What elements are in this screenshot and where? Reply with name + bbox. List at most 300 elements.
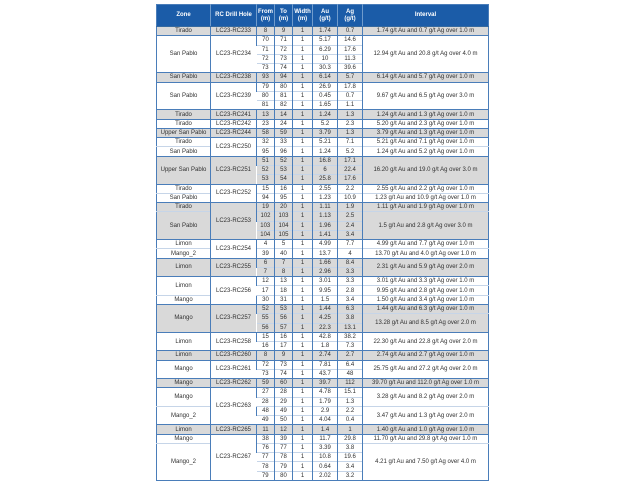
interval-cell: 12.94 g/t Au and 20.8 g/t Ag over 4.0 m	[363, 36, 489, 73]
column-header-width: Width (m)	[293, 5, 313, 27]
column-header-zone: Zone	[157, 5, 211, 27]
ag-cell: 17.1	[338, 156, 363, 165]
from-cell: 56	[257, 323, 275, 332]
zone-cell: Mango	[157, 295, 211, 304]
width-cell: 1	[293, 267, 313, 276]
column-header-from: From (m)	[257, 5, 275, 27]
au-cell: 1.24	[313, 147, 338, 156]
interval-cell: 13.70 g/t Au and 4.0 g/t Ag over 1.0 m	[363, 249, 489, 258]
column-header-hole: RC Drill Hole	[211, 5, 257, 27]
ag-cell: 17.6	[338, 45, 363, 54]
from-cell: 48	[257, 406, 275, 415]
column-header-to: To (m)	[275, 5, 293, 27]
interval-cell: 1.24 g/t Au and 5.2 g/t Ag over 1.0 m	[363, 147, 489, 156]
drill-results-table	[156, 4, 490, 481]
width-cell: 1	[293, 230, 313, 239]
au-cell: 1.13	[313, 212, 338, 221]
to-cell: 104	[275, 221, 293, 230]
interval-cell: 2.31 g/t Au and 5.9 g/t Ag over 2.0 m	[363, 258, 489, 277]
au-cell: 1.11	[313, 203, 338, 212]
au-cell: 6.29	[313, 45, 338, 54]
ag-cell: 2.8	[338, 286, 363, 295]
to-cell: 80	[275, 82, 293, 91]
zone-cell: Limon	[157, 240, 211, 249]
from-cell: 39	[257, 249, 275, 258]
drill-hole-cell: LC23-RC251	[211, 156, 257, 184]
to-cell: 54	[275, 175, 293, 184]
drill-hole-cell: LC23-RC260	[211, 351, 257, 360]
from-cell: 104	[257, 230, 275, 239]
from-cell: 6	[257, 258, 275, 267]
au-cell: 1.74	[313, 27, 338, 36]
to-cell: 14	[275, 110, 293, 119]
au-cell: 42.8	[313, 332, 338, 341]
ag-cell: 38.2	[338, 332, 363, 341]
interval-cell: 6.14 g/t Au and 5.7 g/t Ag over 1.0 m	[363, 73, 489, 82]
column-header-unit: (m)	[278, 15, 289, 22]
from-cell: 76	[257, 443, 275, 452]
width-cell: 1	[293, 156, 313, 165]
table-row	[157, 425, 489, 434]
interval-cell: 3.28 g/t Au and 8.2 g/t Ag over 2.0 m	[363, 388, 489, 407]
from-cell: 58	[257, 128, 275, 137]
zone-cell: Tirado	[157, 27, 211, 36]
to-cell: 74	[275, 369, 293, 378]
width-cell: 1	[293, 369, 313, 378]
column-header-interval: Interval	[363, 5, 489, 27]
ag-cell: 1.9	[338, 203, 363, 212]
to-cell: 59	[275, 128, 293, 137]
to-cell: 82	[275, 101, 293, 110]
interval-cell: 1.40 g/t Au and 1.0 g/t Ag over 1.0 m	[363, 425, 489, 434]
zone-cell: Mango	[157, 379, 211, 388]
au-cell: 11.7	[313, 434, 338, 443]
width-cell: 1	[293, 258, 313, 267]
to-cell: 57	[275, 323, 293, 332]
to-cell: 16	[275, 184, 293, 193]
width-cell: 1	[293, 184, 313, 193]
table-row	[157, 249, 489, 258]
table-row	[157, 184, 489, 193]
au-cell: 1.96	[313, 221, 338, 230]
au-cell: 1.5	[313, 295, 338, 304]
ag-cell: 3.3	[338, 277, 363, 286]
from-cell: 80	[257, 91, 275, 100]
au-cell: 43.7	[313, 369, 338, 378]
from-cell: 8	[257, 351, 275, 360]
zone-cell: Mango	[157, 360, 211, 379]
ag-cell: 3.4	[338, 295, 363, 304]
table-row	[157, 434, 489, 443]
table-row	[157, 240, 489, 249]
from-cell: 79	[257, 471, 275, 480]
interval-cell: 4.21 g/t Au and 7.50 g/t Ag over 4.0 m	[363, 443, 489, 480]
from-cell: 19	[257, 203, 275, 212]
from-cell: 30	[257, 295, 275, 304]
ag-cell: 2.2	[338, 184, 363, 193]
to-cell: 33	[275, 138, 293, 147]
from-cell: 13	[257, 110, 275, 119]
drill-hole-cell: LC23-RC250	[211, 138, 257, 157]
ag-cell: 3.2	[338, 471, 363, 480]
au-cell: 39.7	[313, 379, 338, 388]
ag-cell: 7.7	[338, 240, 363, 249]
from-cell: 4	[257, 240, 275, 249]
interval-cell: 39.70 g/t Au and 112.0 g/t Ag over 1.0 m	[363, 379, 489, 388]
au-cell: 7.81	[313, 360, 338, 369]
interval-cell: 1.24 g/t Au and 1.3 g/t Ag over 1.0 m	[363, 110, 489, 119]
width-cell: 1	[293, 295, 313, 304]
drill-hole-cell: LC23-RC252	[211, 184, 257, 203]
zone-cell: Mango_2	[157, 443, 211, 480]
drill-results-grid	[156, 4, 489, 481]
from-cell: 15	[257, 332, 275, 341]
table-row	[157, 110, 489, 119]
to-cell: 12	[275, 425, 293, 434]
table-row	[157, 212, 489, 221]
width-cell: 1	[293, 453, 313, 462]
au-cell: 1.66	[313, 258, 338, 267]
from-cell: 52	[257, 304, 275, 313]
from-cell: 11	[257, 425, 275, 434]
from-cell: 78	[257, 462, 275, 471]
to-cell: 18	[275, 286, 293, 295]
to-cell: 56	[275, 314, 293, 323]
to-cell: 24	[275, 119, 293, 128]
ag-cell: 1.3	[338, 110, 363, 119]
width-cell: 1	[293, 45, 313, 54]
width-cell: 1	[293, 304, 313, 313]
drill-hole-cell: LC23-RC238	[211, 73, 257, 82]
zone-cell: San Pablo	[157, 212, 211, 240]
au-cell: 30.3	[313, 64, 338, 73]
from-cell: 7	[257, 267, 275, 276]
from-cell: 79	[257, 82, 275, 91]
ag-cell: 17.6	[338, 175, 363, 184]
width-cell: 1	[293, 64, 313, 73]
zone-cell: Mango	[157, 434, 211, 443]
table-row	[157, 138, 489, 147]
interval-cell: 3.47 g/t Au and 1.3 g/t Ag over 2.0 m	[363, 406, 489, 425]
width-cell: 1	[293, 314, 313, 323]
width-cell: 1	[293, 471, 313, 480]
ag-cell: 7.3	[338, 342, 363, 351]
drill-hole-cell: LC23-RC239	[211, 82, 257, 110]
to-cell: 74	[275, 64, 293, 73]
width-cell: 1	[293, 138, 313, 147]
to-cell: 53	[275, 165, 293, 174]
ag-cell: 2.5	[338, 212, 363, 221]
ag-cell: 1	[338, 425, 363, 434]
au-cell: 6.14	[313, 73, 338, 82]
ag-cell: 48	[338, 369, 363, 378]
width-cell: 1	[293, 110, 313, 119]
column-header-au: Au (g/t)	[313, 5, 338, 27]
au-cell: 4.78	[313, 388, 338, 397]
drill-hole-cell: LC23-RC263	[211, 388, 257, 425]
to-cell: 103	[275, 212, 293, 221]
width-cell: 1	[293, 416, 313, 425]
ag-cell: 3.3	[338, 267, 363, 276]
to-cell: 105	[275, 230, 293, 239]
interval-cell: 2.55 g/t Au and 2.2 g/t Ag over 1.0 m	[363, 184, 489, 193]
ag-cell: 0.7	[338, 27, 363, 36]
ag-cell: 13.1	[338, 323, 363, 332]
ag-cell: 10.9	[338, 193, 363, 202]
from-cell: 72	[257, 54, 275, 63]
au-cell: 3.39	[313, 443, 338, 452]
column-header-unit: (g/t)	[344, 15, 356, 22]
table-row	[157, 73, 489, 82]
to-cell: 73	[275, 360, 293, 369]
width-cell: 1	[293, 342, 313, 351]
zone-cell: Upper San Pablo	[157, 156, 211, 184]
to-cell: 17	[275, 342, 293, 351]
to-cell: 71	[275, 36, 293, 45]
width-cell: 1	[293, 425, 313, 434]
from-cell: 32	[257, 138, 275, 147]
interval-cell: 3.01 g/t Au and 3.3 g/t Ag over 1.0 m	[363, 277, 489, 286]
width-cell: 1	[293, 249, 313, 258]
table-row	[157, 82, 489, 91]
au-cell: 4.25	[313, 314, 338, 323]
table-row	[157, 128, 489, 137]
to-cell: 5	[275, 240, 293, 249]
interval-cell: 2.74 g/t Au and 2.7 g/t Ag over 1.0 m	[363, 351, 489, 360]
ag-cell: 5.2	[338, 147, 363, 156]
zone-cell: Tirado	[157, 110, 211, 119]
ag-cell: 15.1	[338, 388, 363, 397]
to-cell: 7	[275, 258, 293, 267]
interval-cell: 1.23 g/t Au and 10.9 g/t Ag over 1.0 m	[363, 193, 489, 202]
ag-cell: 3.8	[338, 314, 363, 323]
width-cell: 1	[293, 332, 313, 341]
drill-hole-cell: LC23-RC258	[211, 332, 257, 351]
au-cell: 0.64	[313, 462, 338, 471]
from-cell: 81	[257, 101, 275, 110]
ag-cell: 6.4	[338, 360, 363, 369]
width-cell: 1	[293, 119, 313, 128]
width-cell: 1	[293, 351, 313, 360]
column-header-unit: (g/t)	[319, 15, 331, 22]
interval-cell: 1.5 g/t Au and 2.8 g/t Ag over 3.0 m	[363, 212, 489, 240]
ag-cell: 1.1	[338, 101, 363, 110]
column-header-unit: (m)	[297, 15, 308, 22]
ag-cell: 8.4	[338, 258, 363, 267]
ag-cell: 5.7	[338, 73, 363, 82]
au-cell: 1.23	[313, 193, 338, 202]
to-cell: 53	[275, 304, 293, 313]
ag-cell: 29.8	[338, 434, 363, 443]
to-cell: 73	[275, 54, 293, 63]
ag-cell: 1.3	[338, 128, 363, 137]
from-cell: 71	[257, 45, 275, 54]
drill-hole-cell: LC23-RC267	[211, 434, 257, 480]
to-cell: 52	[275, 156, 293, 165]
width-cell: 1	[293, 212, 313, 221]
ag-cell: 14.6	[338, 36, 363, 45]
zone-cell: Limon	[157, 425, 211, 434]
from-cell: 95	[257, 147, 275, 156]
interval-cell: 1.74 g/t Au and 0.7 g/t Ag over 1.0 m	[363, 27, 489, 36]
table-header	[157, 5, 489, 27]
column-header-unit: (m)	[260, 15, 271, 22]
table-row	[157, 193, 489, 202]
au-cell: 0.45	[313, 91, 338, 100]
width-cell: 1	[293, 323, 313, 332]
au-cell: 1.44	[313, 304, 338, 313]
interval-cell: 5.21 g/t Au and 7.1 g/t Ag over 1.0 m	[363, 138, 489, 147]
ag-cell: 6.3	[338, 304, 363, 313]
width-cell: 1	[293, 240, 313, 249]
width-cell: 1	[293, 360, 313, 369]
drill-hole-cell: LC23-RC261	[211, 360, 257, 379]
to-cell: 60	[275, 379, 293, 388]
interval-cell: 1.50 g/t Au and 3.4 g/t Ag over 1.0 m	[363, 295, 489, 304]
width-cell: 1	[293, 406, 313, 415]
table-row	[157, 119, 489, 128]
au-cell: 2.02	[313, 471, 338, 480]
au-cell: 4.04	[313, 416, 338, 425]
width-cell: 1	[293, 443, 313, 452]
au-cell: 5.2	[313, 119, 338, 128]
zone-cell: Mango_2	[157, 249, 211, 258]
to-cell: 13	[275, 277, 293, 286]
width-cell: 1	[293, 221, 313, 230]
au-cell: 2.96	[313, 267, 338, 276]
table-row	[157, 295, 489, 304]
from-cell: 51	[257, 156, 275, 165]
to-cell: 72	[275, 45, 293, 54]
from-cell: 52	[257, 165, 275, 174]
au-cell: 5.21	[313, 138, 338, 147]
interval-cell: 25.75 g/t Au and 27.2 g/t Ag over 2.0 m	[363, 360, 489, 379]
to-cell: 20	[275, 203, 293, 212]
zone-cell: San Pablo	[157, 73, 211, 82]
from-cell: 28	[257, 397, 275, 406]
from-cell: 8	[257, 27, 275, 36]
au-cell: 2.9	[313, 406, 338, 415]
drill-hole-cell: LC23-RC255	[211, 258, 257, 277]
from-cell: 55	[257, 314, 275, 323]
interval-cell: 4.99 g/t Au and 7.7 g/t Ag over 1.0 m	[363, 240, 489, 249]
zone-cell: Limon	[157, 332, 211, 351]
drill-hole-cell: LC23-RC234	[211, 36, 257, 73]
zone-cell: Mango	[157, 304, 211, 332]
zone-cell: Tirado	[157, 184, 211, 193]
ag-cell: 2.3	[338, 119, 363, 128]
column-header-ag: Ag (g/t)	[338, 5, 363, 27]
au-cell: 1.41	[313, 230, 338, 239]
zone-cell: Limon	[157, 351, 211, 360]
au-cell: 5.17	[313, 36, 338, 45]
from-cell: 72	[257, 360, 275, 369]
table-body	[157, 27, 489, 481]
interval-cell: 5.20 g/t Au and 2.3 g/t Ag over 1.0 m	[363, 119, 489, 128]
table-row	[157, 443, 489, 452]
width-cell: 1	[293, 277, 313, 286]
from-cell: 23	[257, 119, 275, 128]
au-cell: 26.9	[313, 82, 338, 91]
ag-cell: 17.8	[338, 82, 363, 91]
table-row	[157, 277, 489, 286]
au-cell: 4.99	[313, 240, 338, 249]
from-cell: 59	[257, 379, 275, 388]
to-cell: 50	[275, 416, 293, 425]
ag-cell: 2.2	[338, 406, 363, 415]
au-cell: 2.55	[313, 184, 338, 193]
interval-cell: 16.20 g/t Au and 19.0 g/t Ag over 3.0 m	[363, 156, 489, 184]
width-cell: 1	[293, 203, 313, 212]
au-cell: 1.8	[313, 342, 338, 351]
ag-cell: 3.4	[338, 462, 363, 471]
table-row	[157, 406, 489, 415]
interval-cell: 1.44 g/t Au and 6.3 g/t Ag over 1.0 m	[363, 304, 489, 313]
width-cell: 1	[293, 147, 313, 156]
drill-hole-cell: LC23-RC241	[211, 110, 257, 119]
zone-cell: Mango_2	[157, 406, 211, 425]
from-cell: 38	[257, 434, 275, 443]
ag-cell: 3.8	[338, 443, 363, 452]
from-cell: 49	[257, 416, 275, 425]
to-cell: 96	[275, 147, 293, 156]
au-cell: 25.8	[313, 175, 338, 184]
drill-hole-cell: LC23-RC256	[211, 277, 257, 305]
ag-cell: 22.4	[338, 165, 363, 174]
ag-cell: 2.7	[338, 351, 363, 360]
drill-hole-cell: LC23-RC242	[211, 119, 257, 128]
from-cell: 73	[257, 64, 275, 73]
ag-cell: 0.7	[338, 91, 363, 100]
table-row	[157, 304, 489, 313]
au-cell: 2.74	[313, 351, 338, 360]
au-cell: 9.95	[313, 286, 338, 295]
interval-cell: 1.11 g/t Au and 1.9 g/t Ag over 1.0 m	[363, 203, 489, 212]
to-cell: 9	[275, 27, 293, 36]
ag-cell: 2.4	[338, 221, 363, 230]
zone-cell: Tirado	[157, 119, 211, 128]
width-cell: 1	[293, 286, 313, 295]
drill-hole-cell: LC23-RC244	[211, 128, 257, 137]
from-cell: 17	[257, 286, 275, 295]
width-cell: 1	[293, 91, 313, 100]
drill-hole-cell: LC23-RC253	[211, 203, 257, 240]
to-cell: 16	[275, 332, 293, 341]
table-row	[157, 258, 489, 267]
au-cell: 1.24	[313, 110, 338, 119]
interval-cell: 22.30 g/t Au and 22.8 g/t Ag over 2.0 m	[363, 332, 489, 351]
au-cell: 1.4	[313, 425, 338, 434]
width-cell: 1	[293, 128, 313, 137]
from-cell: 16	[257, 342, 275, 351]
to-cell: 95	[275, 193, 293, 202]
width-cell: 1	[293, 54, 313, 63]
interval-cell: 9.67 g/t Au and 6.5 g/t Ag over 3.0 m	[363, 82, 489, 110]
width-cell: 1	[293, 101, 313, 110]
drill-hole-cell: LC23-RC233	[211, 27, 257, 36]
au-cell: 16.8	[313, 156, 338, 165]
width-cell: 1	[293, 73, 313, 82]
zone-cell: Mango	[157, 388, 211, 407]
width-cell: 1	[293, 36, 313, 45]
width-cell: 1	[293, 388, 313, 397]
table-row	[157, 351, 489, 360]
table-row	[157, 360, 489, 369]
zone-cell: Upper San Pablo	[157, 128, 211, 137]
width-cell: 1	[293, 434, 313, 443]
from-cell: 70	[257, 36, 275, 45]
from-cell: 102	[257, 212, 275, 221]
